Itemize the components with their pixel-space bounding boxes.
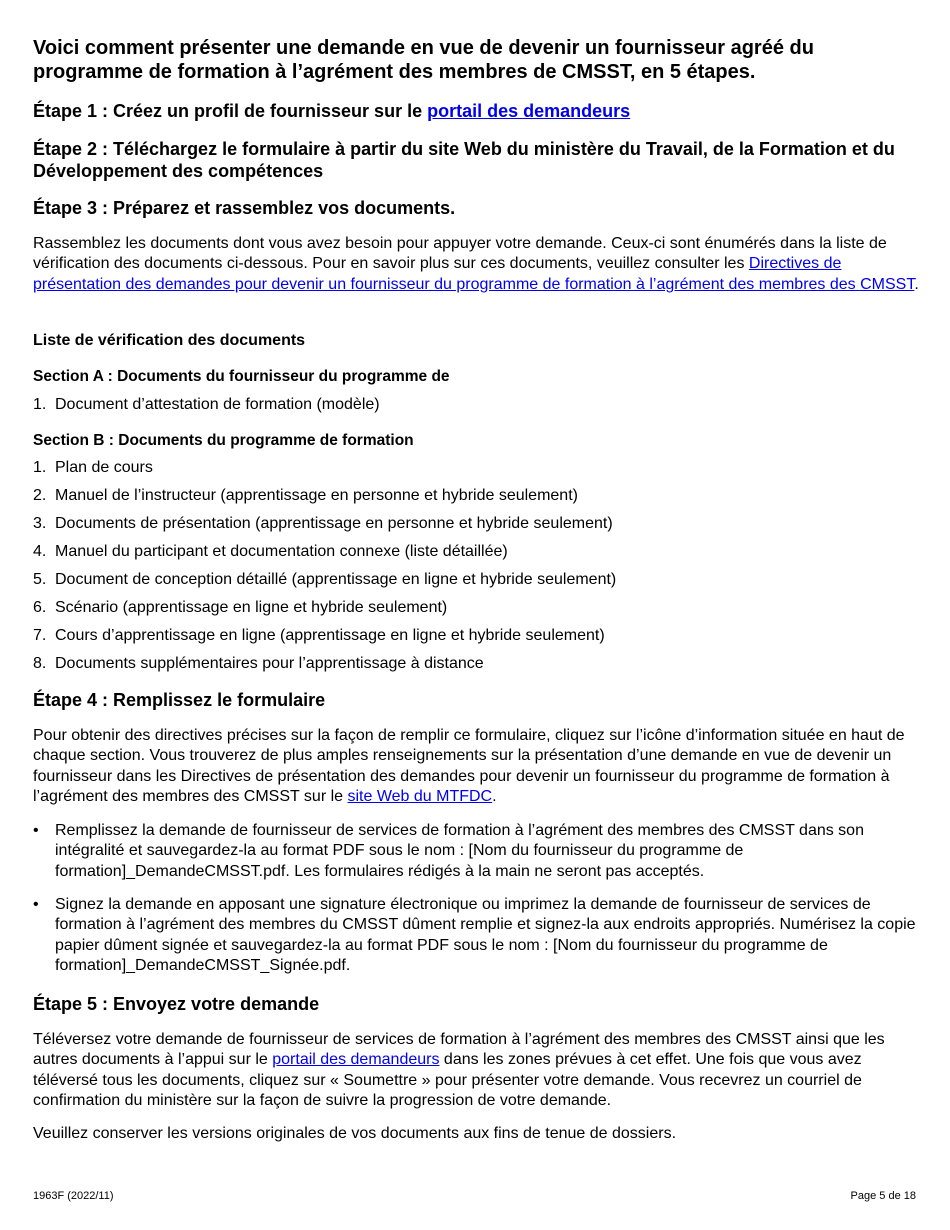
item-text: Document d’attestation de formation (modèle)	[55, 396, 380, 413]
item-number: 2.	[33, 487, 47, 504]
applicant-portal-link[interactable]: portail des demandeurs	[427, 101, 631, 121]
item-text: Plan de cours	[55, 459, 153, 476]
item-number: 5.	[33, 571, 47, 588]
step-2-heading: Étape 2 : Téléchargez le formulaire à partir du site Web du ministère du Travail, de la Formation et du Développement des compétences	[33, 139, 895, 181]
item-text: Documents supplémentaires pour l’apprentissage à distance	[55, 655, 484, 672]
item-number: 8.	[33, 655, 47, 672]
section-b-item	[33, 570, 616, 590]
item-number: 6.	[33, 599, 47, 616]
item-text: Document de conception détaillé (apprentissage en ligne et hybride seulement)	[55, 571, 617, 588]
section-b-item	[33, 542, 508, 562]
item-number: 3.	[33, 515, 47, 532]
step-5-text: Téléversez votre demande de fournisseur de services de formation à l’agrément des membres des CMSST ainsi que les autres documents à l’appui sur le	[33, 1031, 885, 1069]
step-1-text: Étape 1 : Créez un profil de fournisseur sur le	[33, 101, 428, 121]
section-b-item	[33, 458, 153, 478]
item-number: 1.	[33, 459, 47, 476]
step-3-heading: Étape 3 : Préparez et rassemblez vos documents.	[33, 198, 456, 218]
section-a-item	[33, 395, 380, 415]
item-number: 7.	[33, 627, 47, 644]
section-b-item	[33, 626, 605, 646]
bullet-text: Remplissez la demande de fournisseur de services de formation à l’agrément des membres des CMSST dans son intégralité et sauvegardez-la au format PDF sous le nom : [Nom du fournisseur du programme de formation]_DemandeCMSST.pdf. Les formulaires rédigés à la main ne seront pas acceptés.	[55, 822, 864, 880]
step-4-end: .	[492, 787, 497, 805]
step-3-end: .	[914, 275, 919, 293]
section-b-title: Section B : Documents du programme de formation	[33, 432, 414, 449]
step-4-text: Pour obtenir des directives précises sur la façon de remplir ce formulaire, cliquez sur l’icône d’information située en haut de chaque section. Vous trouverez de plus amples renseignements sur la présentation d’une demande en vue de devenir un fournisseur dans les Directives de présentation des demandes pour devenir un fournisseur du programme de formation à l’agrément des membres des CMSST sur le	[33, 727, 905, 805]
item-text: Manuel de l’instructeur (apprentissage en personne et hybride seulement)	[55, 487, 578, 504]
bullet-text: Signez la demande en apposant une signature électronique ou imprimez la demande de fournisseur de services de formation à l’agrément des membres du CMSST dûment remplie et signez-la aux endroits appropriés. Numérisez la copie papier dûment signée et sauvegardez-la au format PDF sous le nom : [Nom du fournisseur du programme de formation]_DemandeCMSST_Signée.pdf.	[55, 896, 916, 974]
item-text: Documents de présentation (apprentissage en personne et hybride seulement)	[55, 515, 613, 532]
step-5-heading: Étape 5 : Envoyez votre demande	[33, 994, 320, 1014]
step-3-text: Rassemblez les documents dont vous avez besoin pour appuyer votre demande. Ceux-ci sont énumérés dans la liste de vérification des documents ci-dessous. Pour en savoir plus sur ces documents, veuillez consulter les	[33, 235, 887, 273]
section-b-item	[33, 486, 578, 506]
bullet-icon: •	[33, 896, 39, 913]
section-b-item	[33, 514, 613, 534]
mltsd-website-link[interactable]: site Web du MTFDC	[347, 787, 493, 805]
step-4-bullet	[33, 821, 919, 882]
closing-note: Veuillez conserver les versions originales de vos documents aux fins de tenue de dossiers.	[33, 1125, 677, 1142]
step-4-heading: Étape 4 : Remplissez le formulaire	[33, 690, 326, 710]
step-4-bullet	[33, 895, 919, 976]
checklist-title: Liste de vérification des documents	[33, 332, 306, 349]
page-number: Page 5 de 18	[850, 1190, 916, 1202]
step-1-heading	[33, 100, 919, 122]
step-5-paragraph	[33, 1030, 919, 1111]
item-text: Cours d’apprentissage en ligne (apprentissage en ligne et hybride seulement)	[55, 627, 605, 644]
section-b-item	[33, 654, 484, 674]
guidelines-link[interactable]: Directives de présentation des demandes pour devenir un fournisseur du programme de formation à l’agrément des membres des CMSST	[33, 255, 915, 293]
step-3-paragraph	[33, 234, 919, 295]
item-text: Manuel du participant et documentation connexe (liste détaillée)	[55, 543, 508, 560]
applicant-portal-link-2[interactable]: portail des demandeurs	[272, 1051, 440, 1069]
step-4-paragraph	[33, 726, 919, 807]
section-a-title: Section A : Documents du fournisseur du programme de	[33, 368, 450, 385]
bullet-icon: •	[33, 822, 39, 839]
item-text: Scénario (apprentissage en ligne et hybride seulement)	[55, 599, 448, 616]
page-title: Voici comment présenter une demande en vue de devenir un fournisseur agréé du programme de formation à l’agrément des membres de CMSST, en 5 étapes.	[33, 37, 814, 83]
item-number: 4.	[33, 543, 47, 560]
step-5-end: dans les zones prévues à cet effet. Une fois que vous avez téléversé tous les documents, cliquez sur « Soumettre » pour présenter votre demande. Vous recevrez un courriel de confirmation du ministère sur la façon de suivre la progression de votre demande.	[33, 1051, 862, 1109]
form-id: 1963F (2022/11)	[33, 1190, 114, 1202]
section-b-item	[33, 598, 447, 618]
item-number: 1.	[33, 396, 47, 413]
